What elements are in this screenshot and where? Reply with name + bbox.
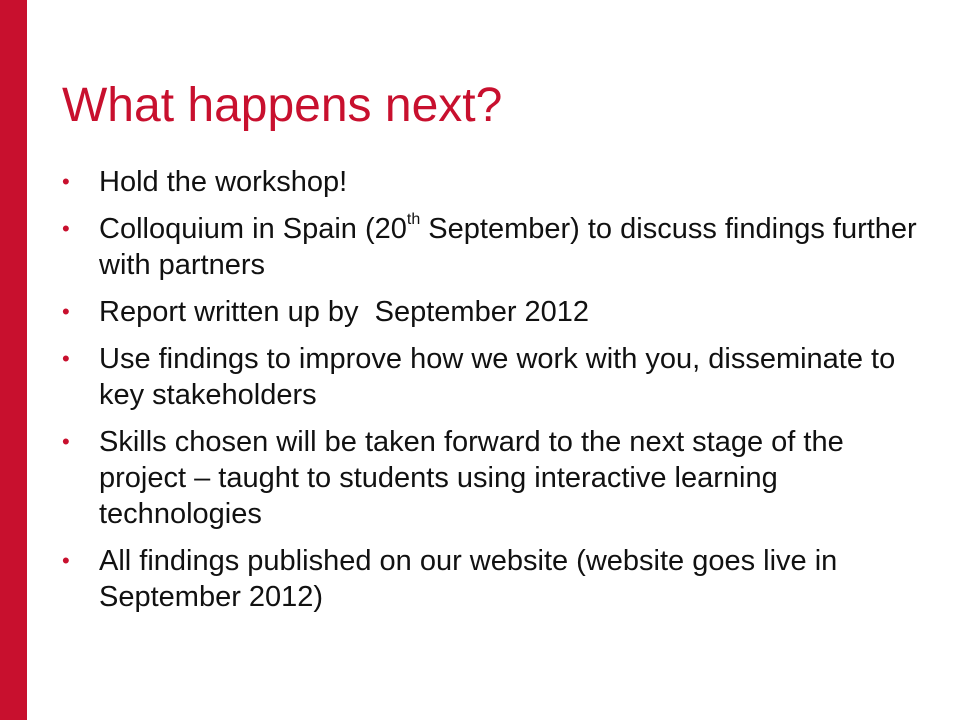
bullet-point-icon: •	[62, 346, 70, 371]
bullet-item	[62, 294, 932, 330]
bullet-point-icon: •	[62, 169, 70, 194]
bullet-point-icon: •	[62, 429, 70, 454]
bullet-point-icon: •	[62, 299, 70, 324]
bullet-item	[62, 341, 932, 413]
bullet-text: Report written up by September 2012	[99, 296, 590, 328]
bullet-text: Skills chosen will be taken forward to the next stage of the project – taught to students using interactive learning technologies	[99, 426, 844, 530]
bullet-item	[62, 211, 932, 283]
ordinal-superscript: th	[406, 211, 421, 229]
bullet-item	[62, 164, 932, 200]
bullet-text: Hold the workshop!	[99, 166, 348, 198]
bullet-point-icon: •	[62, 216, 70, 241]
slide-title: What happens next?	[62, 79, 503, 132]
bullet-text: Use findings to improve how we work with you, disseminate to key stakeholders	[99, 343, 896, 411]
accent-side-bar	[0, 0, 27, 720]
bullet-text-start: Colloquium in Spain (20	[99, 213, 407, 245]
bullet-point-icon: •	[62, 548, 70, 573]
bullet-item	[62, 543, 932, 615]
bullet-text: All findings published on our website (website goes live in September 2012)	[99, 545, 838, 613]
bullet-text-end: September) to discuss findings further with partners	[99, 213, 917, 281]
bullet-item	[62, 424, 932, 532]
bullet-list	[62, 164, 932, 626]
bullet-text	[99, 213, 917, 281]
